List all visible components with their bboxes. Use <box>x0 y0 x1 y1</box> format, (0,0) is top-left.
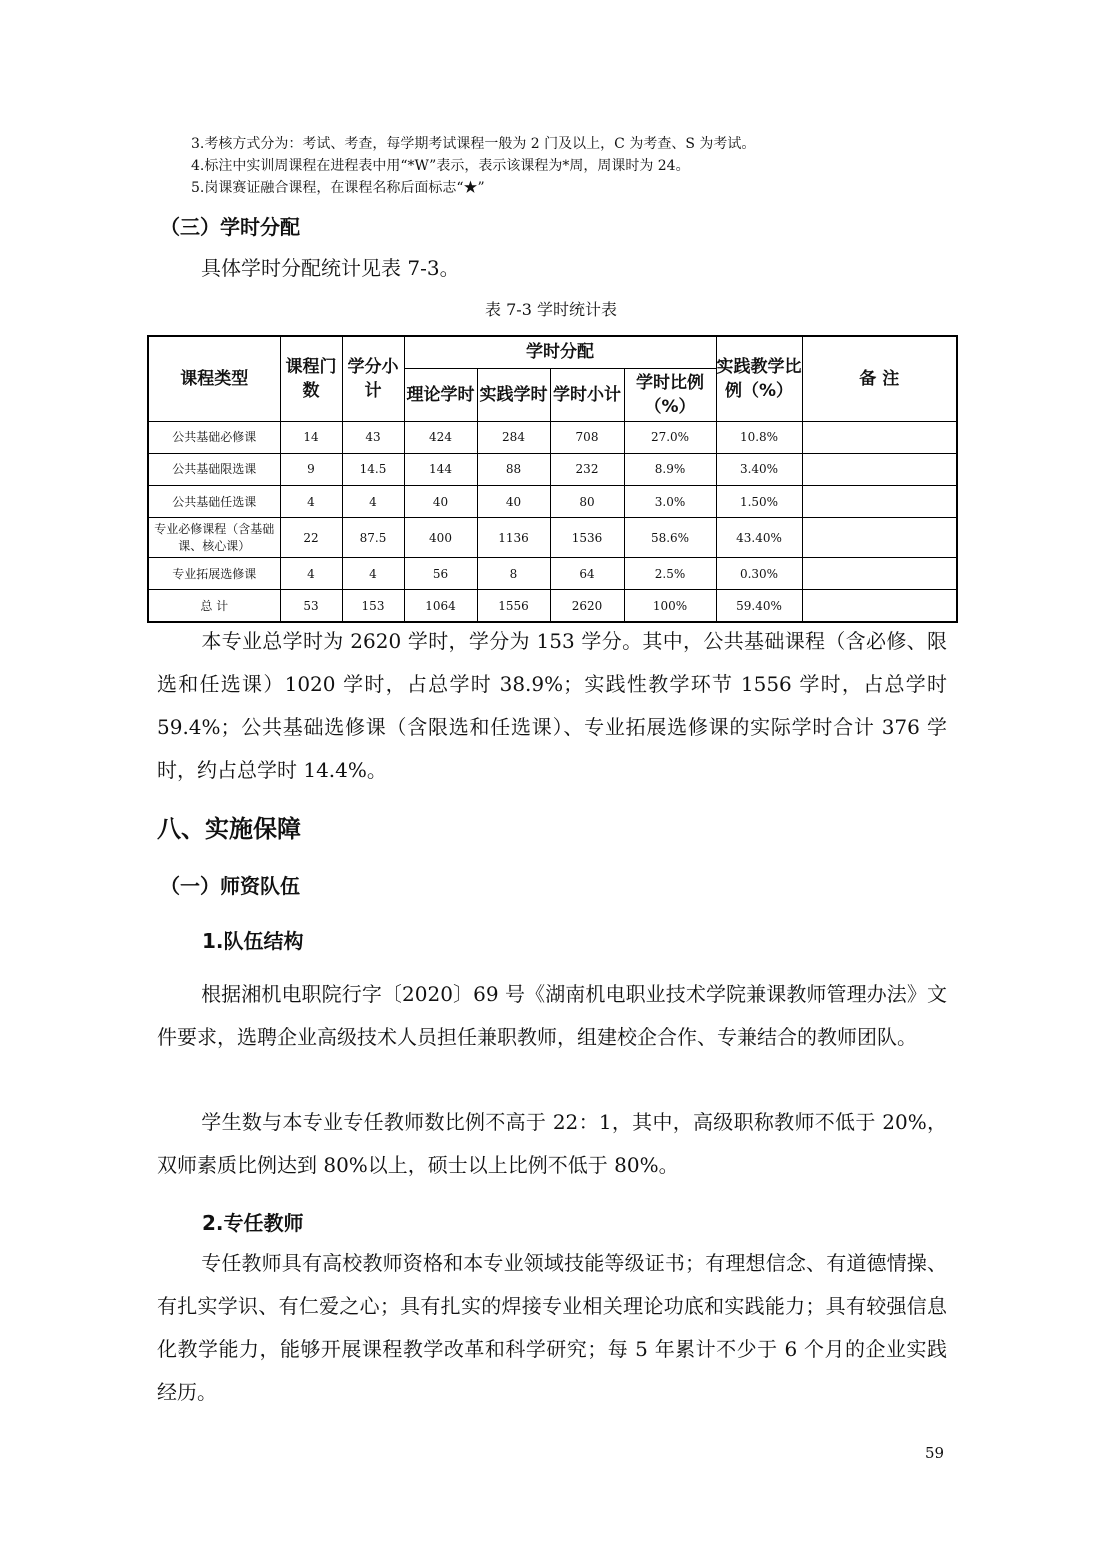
note-3: 3.考核方式分为：考试、考查，每学期考试课程一般为 2 门及以上，C 为考查、S 为考试。 <box>191 136 756 152</box>
team-structure-paragraph-1: 根据湘机电职院行字〔2020〕69 号《湖南机电职业技术学院兼课教师管理办法》文件要求，选聘企业高级技术人员担任兼职教师，组建校企合作、专兼结合的教师团队。 <box>157 982 947 1049</box>
cell-practice: 284 <box>477 421 550 453</box>
header-hours-group: 学时分配 <box>404 336 716 368</box>
page-number: 59 <box>925 1444 945 1462</box>
header-theory-hours: 理论学时 <box>404 368 477 421</box>
cell-remark <box>802 518 957 558</box>
cell-practice-ratio: 59.40% <box>716 590 802 622</box>
cell-practice-ratio: 10.8% <box>716 421 802 453</box>
cell-remark <box>802 486 957 518</box>
table-row <box>148 421 957 453</box>
cell-ratio: 58.6% <box>624 518 716 558</box>
cell-subtotal: 232 <box>550 453 624 485</box>
chapter-8-title: 八、实施保障 <box>157 815 301 843</box>
cell-ratio: 3.0% <box>624 486 716 518</box>
cell-theory: 40 <box>404 486 477 518</box>
hours-statistics-table <box>147 335 958 623</box>
cell-practice: 40 <box>477 486 550 518</box>
header-credit-subtotal: 学分小计 <box>342 336 404 421</box>
cell-credit: 4 <box>342 558 404 590</box>
cell-practice: 88 <box>477 453 550 485</box>
header-hours-ratio: 学时比例（%） <box>624 368 716 421</box>
cell-subtotal: 80 <box>550 486 624 518</box>
cell-theory: 56 <box>404 558 477 590</box>
cell-count: 4 <box>280 558 342 590</box>
cell-subtotal: 64 <box>550 558 624 590</box>
table-row <box>148 590 957 622</box>
cell-practice-ratio: 0.30% <box>716 558 802 590</box>
cell-remark <box>802 590 957 622</box>
header-remarks: 备 注 <box>802 336 957 421</box>
cell-practice: 8 <box>477 558 550 590</box>
table-row <box>148 486 957 518</box>
table-caption: 表 7-3 学时统计表 <box>485 300 617 319</box>
cell-theory: 1064 <box>404 590 477 622</box>
table-row <box>148 453 957 485</box>
header-practice-hours: 实践学时 <box>477 368 550 421</box>
cell-type: 公共基础限选课 <box>148 453 280 485</box>
cell-practice: 1136 <box>477 518 550 558</box>
section-3-title: （三）学时分配 <box>160 215 300 239</box>
cell-ratio: 100% <box>624 590 716 622</box>
cell-count: 14 <box>280 421 342 453</box>
cell-credit: 43 <box>342 421 404 453</box>
team-structure-paragraph-2: 学生数与本专业专任教师数比例不高于 22：1，其中，高级职称教师不低于 20%，双师素质比例达到 80%以上，硕士以上比例不低于 80%。 <box>157 1110 947 1177</box>
cell-theory: 400 <box>404 518 477 558</box>
cell-theory: 144 <box>404 453 477 485</box>
cell-practice-ratio: 1.50% <box>716 486 802 518</box>
cell-subtotal: 2620 <box>550 590 624 622</box>
cell-practice-ratio: 3.40% <box>716 453 802 485</box>
cell-subtotal: 708 <box>550 421 624 453</box>
subsection-2-title: 2.专任教师 <box>202 1211 304 1235</box>
cell-credit: 4 <box>342 486 404 518</box>
subsection-1-title: 1.队伍结构 <box>202 929 304 953</box>
note-4: 4.标注中实训周课程在进程表中用“*W”表示，表示该课程为*周，周课时为 24。 <box>191 158 690 174</box>
cell-ratio: 27.0% <box>624 421 716 453</box>
cell-type: 专业必修课程（含基础课、核心课） <box>148 518 280 558</box>
cell-count: 53 <box>280 590 342 622</box>
note-5: 5.岗课赛证融合课程，在课程名称后面标志“★” <box>191 180 485 196</box>
section-8-1-title: （一）师资队伍 <box>160 874 300 898</box>
cell-ratio: 2.5% <box>624 558 716 590</box>
full-time-teacher-paragraph: 专任教师具有高校教师资格和本专业领域技能等级证书；有理想信念、有道德情操、有扎实学识、有仁爱之心；具有扎实的焊接专业相关理论功底和实践能力；具有较强信息化教学能力，能够开展课程教学改革和科学研究；每 5 年累计不少于 6 个月的企业实践经历。 <box>157 1251 947 1404</box>
cell-theory: 424 <box>404 421 477 453</box>
header-course-count: 课程门数 <box>280 336 342 421</box>
cell-credit: 87.5 <box>342 518 404 558</box>
header-course-type: 课程类型 <box>148 336 280 421</box>
header-hours-subtotal: 学时小计 <box>550 368 624 421</box>
cell-remark <box>802 453 957 485</box>
table-row <box>148 518 957 558</box>
summary-paragraph: 本专业总学时为 2620 学时，学分为 153 学分。其中，公共基础课程（含必修、限选和任选课）1020 学时，占总学时 38.9%；实践性教学环节 1556 学时，占总学时 59.4%；公共基础选修课（含限选和任选课）、专业拓展选修课的实际学时合计 376 学时，约占总学时 14.4%。 <box>157 629 947 782</box>
cell-count: 22 <box>280 518 342 558</box>
cell-practice: 1556 <box>477 590 550 622</box>
cell-remark <box>802 558 957 590</box>
header-practice-ratio: 实践教学比例（%） <box>716 336 802 421</box>
cell-count: 9 <box>280 453 342 485</box>
cell-type: 公共基础必修课 <box>148 421 280 453</box>
cell-ratio: 8.9% <box>624 453 716 485</box>
cell-type: 总 计 <box>148 590 280 622</box>
cell-type: 公共基础任选课 <box>148 486 280 518</box>
cell-practice-ratio: 43.40% <box>716 518 802 558</box>
cell-type: 专业拓展选修课 <box>148 558 280 590</box>
cell-credit: 14.5 <box>342 453 404 485</box>
cell-remark <box>802 421 957 453</box>
cell-credit: 153 <box>342 590 404 622</box>
table-row <box>148 558 957 590</box>
cell-subtotal: 1536 <box>550 518 624 558</box>
cell-count: 4 <box>280 486 342 518</box>
section-3-intro: 具体学时分配统计见表 7-3。 <box>201 256 460 280</box>
